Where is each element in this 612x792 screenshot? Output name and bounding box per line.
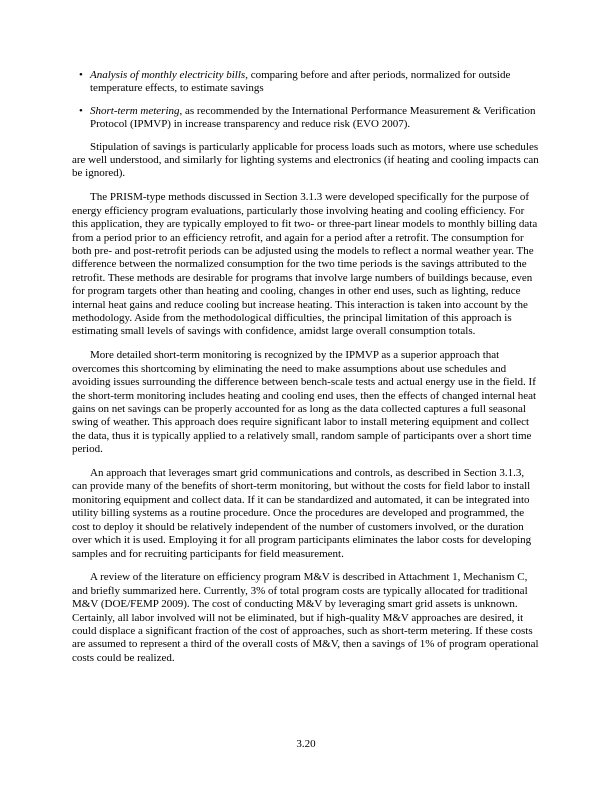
bullet-body-text: , as recommended by the International Performance Measurement & Verification Protocol (IPMVP) in increase transparency and reduce risk (EVO 2007). (90, 104, 536, 131)
bullet-item-short-term-metering (72, 105, 540, 132)
bullet-item-monthly-bills (72, 69, 540, 96)
page-number: 3.20 (296, 738, 316, 750)
paragraph-prism-methods: The PRISM-type methods discussed in Section 3.1.3 were developed specifically for the purpose of energy efficiency program evaluations, particularly those involving heating and cooling efficiency. For this application, they are typically employed to fit two- or three-part linear models to monthly billing data from a period prior to an efficiency retrofit, and again for a period after a retrofit. The consumption for both pre- and post-retrofit periods can be adjusted using the models to reflect a normal weather year. The difference between the normalized consumption for the two time periods is the savings attributed to the retrofit. These methods are desirable for programs that involve large numbers of buildings because, even for program targets other than heating and cooling, changes in other end uses, such as lighting, reduce internal heat gains and reduce cooling but increase heating. This interaction is taken into account by the methodology. Aside from the methodological difficulties, the principal limitation of this approach is estimating small levels of savings with confidence, amidst large overall consumption totals. (72, 191, 538, 338)
bullet-lead-text: Short-term metering (90, 104, 180, 117)
bullet-lead-text: Analysis of monthly electricity bills (90, 69, 246, 81)
bullet-body-text: , comparing before and after periods, normalized for outside temperature effects, to estimate savings (90, 69, 511, 95)
bullet-icon: • (79, 104, 83, 117)
bullet-icon: • (79, 69, 83, 81)
paragraph-short-term-monitoring: More detailed short-term monitoring is recognized by the IPMVP as a superior approach that overcomes this shortcoming by eliminating the need to make assumptions about use schedules and avoiding issues surrounding the difference between bench-scale tests and actual energy use in the field. If the short-term monitoring includes heating and cooling end uses, then the effects of changed internal heat gains on net savings can be properly accounted for as long as the data collected captures a full seasonal swing of weather. This approach does require significant labor to install metering equipment and collect the data, thus it is typically applied to a relatively small, random sample of participants over a short time period. (72, 349, 537, 456)
method-bullet-list (72, 69, 540, 132)
paragraph-stipulation: Stipulation of savings is particularly applicable for process loads such as motors, where use schedules are well understood, and similarly for lighting systems and electronics (if heating and cooling impacts can be ignored). (72, 140, 539, 180)
paragraph-smart-grid-approach: An approach that leverages smart grid communications and controls, as described in Section 3.1.3, can provide many of the benefits of short-term monitoring, but without the costs for field labor to install monitoring equipment and collect data. If it can be standardized and automated, it can be integrated into utility billing systems as a routine procedure. Once the procedures are developed and programmed, the cost to deploy it should be relatively independent of the number of customers involved, or the duration over which it is used. Employing it for all program participants eliminates the labor costs for developing samples and for recruiting participants for field measurement. (72, 467, 532, 560)
page-footer (0, 738, 612, 750)
paragraph-literature-review: A review of the literature on efficiency program M&V is described in Attachment 1, Mechanism C, and briefly summarized here. Currently, 3% of total program costs are typically allocated for traditional M&V (DOE/FEMP 2009). The cost of conducting M&V by leveraging smart grid assets is unknown. Certainly, all labor involved will not be eliminated, but if high-quality M&V approaches are desired, it could displace a significant fraction of the cost of approaches, such as short-term metering. If these costs are assumed to represent a third of the overall costs of M&V, then a savings of 1% of program operational costs could be realized. (72, 571, 539, 664)
document-page (72, 69, 540, 676)
